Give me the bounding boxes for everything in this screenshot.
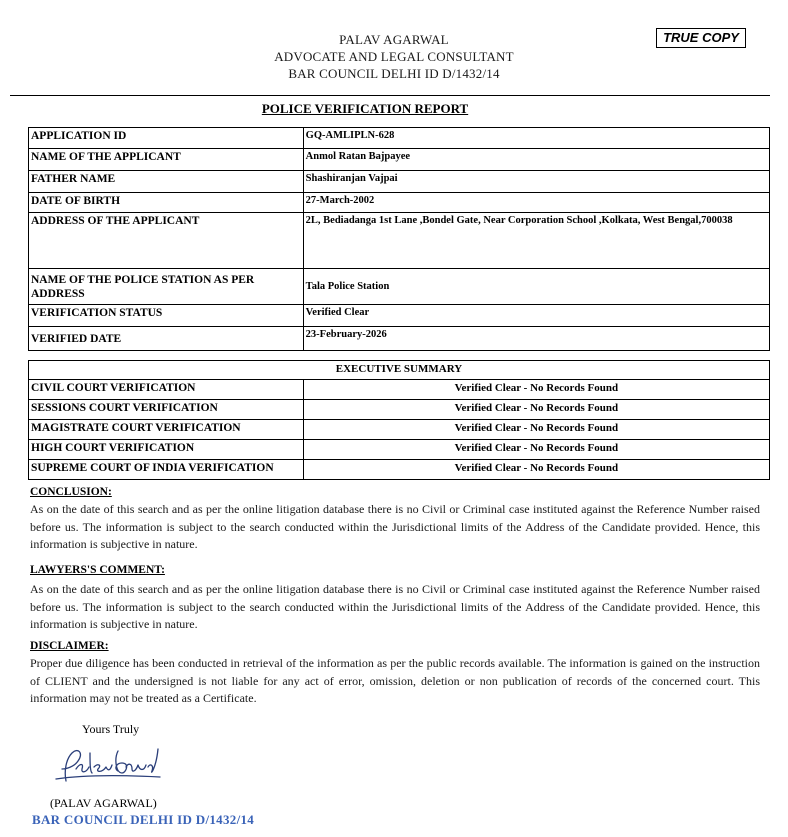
row-value: Anmol Ratan Bajpayee: [303, 149, 769, 171]
executive-summary-table: [28, 360, 770, 480]
row-label: FATHER NAME: [29, 171, 304, 193]
row-label: ADDRESS OF THE APPLICANT: [29, 213, 304, 269]
row-label: VERIFIED DATE: [29, 327, 304, 351]
applicant-details-table: [28, 127, 770, 351]
conclusion-text: As on the date of this search and as per the online litigation database there is no Civil or Criminal case instituted against the Reference Number raised before us. The information is subject to the search conducted within the Jurisdictional limits of the Address of the Candidate provided. Hence, this information is subjective in nature.: [30, 502, 760, 551]
row-label: VERIFICATION STATUS: [29, 305, 304, 327]
row-value: 23-February-2026: [303, 327, 769, 351]
disclaimer-heading: DISCLAIMER:: [30, 640, 109, 652]
row-label: MAGISTRATE COURT VERIFICATION: [29, 420, 304, 440]
row-label: DATE OF BIRTH: [29, 193, 304, 213]
table-row: [29, 380, 770, 400]
header-divider: [10, 95, 770, 96]
table-row: [29, 213, 770, 269]
row-value: Verified Clear - No Records Found: [303, 420, 769, 440]
table-row: [29, 420, 770, 440]
signatory-name: (PALAV AGARWAL): [50, 796, 157, 810]
row-label: APPLICATION ID: [29, 128, 304, 149]
row-value: GQ-AMLIPLN-628: [303, 128, 769, 149]
table-row: [29, 171, 770, 193]
row-value: Verified Clear: [303, 305, 769, 327]
row-value: Verified Clear - No Records Found: [303, 380, 769, 400]
advocate-title: ADVOCATE AND LEGAL CONSULTANT: [274, 49, 514, 64]
lawyers-comment-text: As on the date of this search and as per the online litigation database there is no Civil or Criminal case instituted against the Reference Number raised before us. The information is subject to the search conducted within the Jurisdictional limits of the Address of the Candidate provided. Hence, this information is subjective in nature.: [30, 582, 760, 631]
table-row: [29, 269, 770, 305]
true-copy-stamp: TRUE COPY: [656, 28, 746, 48]
table-row: [29, 128, 770, 149]
row-value: Tala Police Station: [303, 269, 769, 305]
row-label: NAME OF THE APPLICANT: [29, 149, 304, 171]
report-title: POLICE VERIFICATION REPORT: [261, 101, 469, 116]
table-row: [29, 400, 770, 420]
handwritten-signature: [52, 745, 162, 785]
row-value: 2L, Bediadanga 1st Lane ,Bondel Gate, Near Corporation School ,Kolkata, West Bengal,700038: [303, 213, 769, 269]
table-row: [29, 149, 770, 171]
row-label: HIGH COURT VERIFICATION: [29, 440, 304, 460]
bar-council-id: BAR COUNCIL DELHI ID D/1432/14: [288, 66, 500, 81]
disclaimer-text: Proper due diligence has been conducted in retrieval of the information as per the public records available. The information is gained on the instruction of CLIENT and the undersigned is not liable for any act of error, omission, deletion or non publication of records of the concerned court. This information may not be treated as a Certificate.: [30, 656, 760, 705]
table-row: [29, 460, 770, 480]
row-label: SUPREME COURT OF INDIA VERIFICATION: [29, 460, 304, 480]
table-row: [29, 440, 770, 460]
row-value: 27-March-2002: [303, 193, 769, 213]
advocate-name: PALAV AGARWAL: [339, 32, 449, 47]
signatory-bar-council-id: BAR COUNCIL DELHI ID D/1432/14: [32, 812, 255, 827]
summary-header-row: [29, 361, 770, 380]
row-value: Verified Clear - No Records Found: [303, 440, 769, 460]
row-label: NAME OF THE POLICE STATION AS PER ADDRESS: [29, 269, 304, 305]
row-value: Shashiranjan Vajpai: [303, 171, 769, 193]
summary-heading: EXECUTIVE SUMMARY: [29, 361, 770, 380]
table-row: [29, 305, 770, 327]
row-label: SESSIONS COURT VERIFICATION: [29, 400, 304, 420]
row-label: CIVIL COURT VERIFICATION: [29, 380, 304, 400]
row-value: Verified Clear - No Records Found: [303, 460, 769, 480]
table-row: [29, 327, 770, 351]
table-row: [29, 193, 770, 213]
row-value: Verified Clear - No Records Found: [303, 400, 769, 420]
closing-text: Yours Truly: [82, 722, 140, 736]
conclusion-heading: CONCLUSION:: [30, 486, 112, 498]
lawyers-comment-heading: LAWYERS'S COMMENT:: [30, 564, 165, 576]
